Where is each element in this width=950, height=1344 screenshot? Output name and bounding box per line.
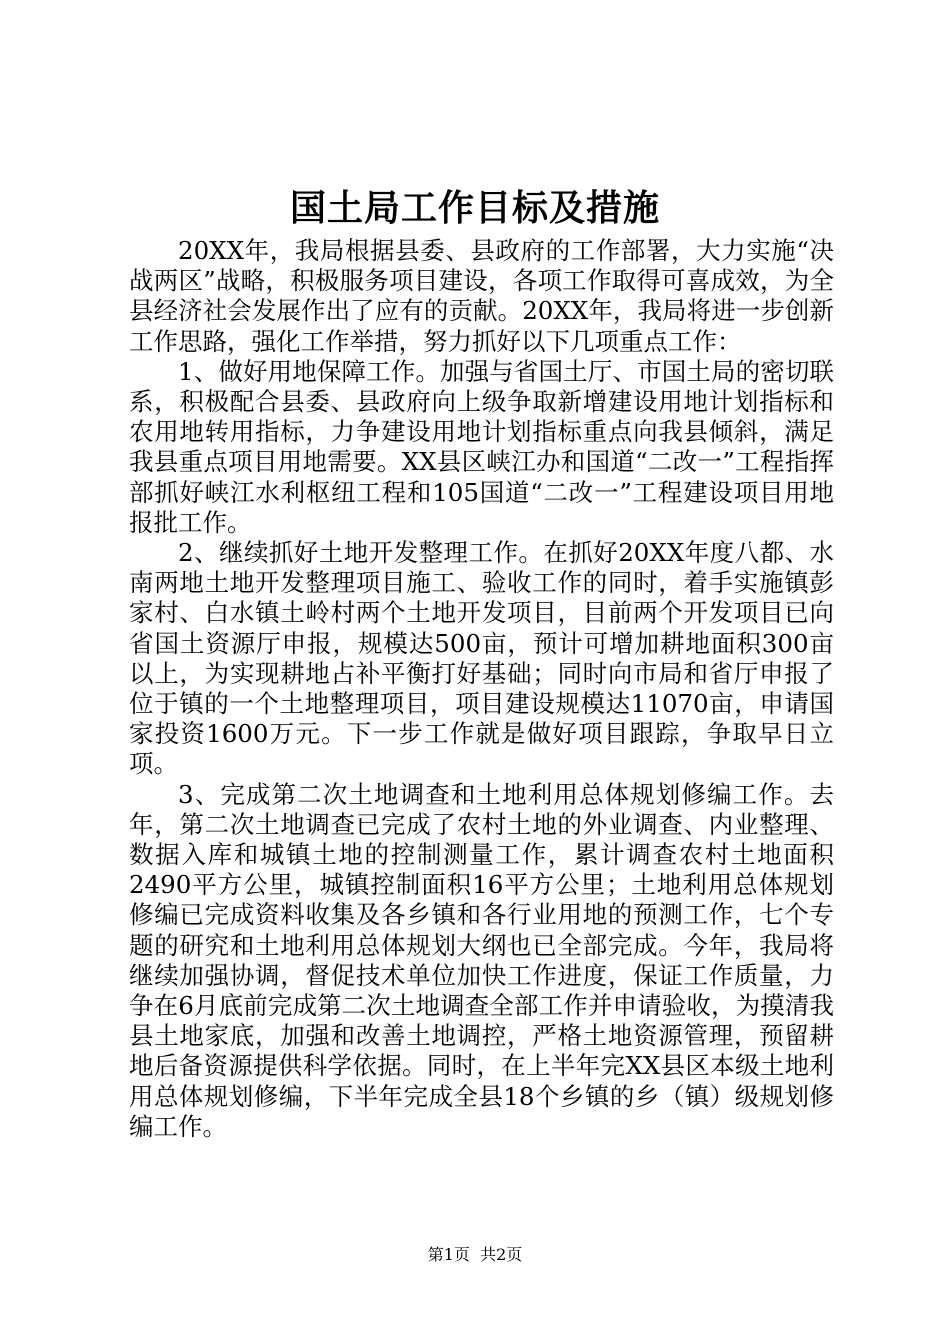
item-1-paragraph: 1、做好用地保障工作。加强与省国土厅、市国土局的密切联系，积极配合县委、县政府向上级争取新增建设用地计划指标和农用地转用指标，力争建设用地计划指标重点向我县倾斜，满足我县重点项目用地需要。XX县区峡江办和国道“二改一”工程指挥部抓好峡江水利枢纽工程和105国道“二改一”工程建设项目用地报批工作。: [129, 356, 834, 537]
page-number: 第1页: [427, 1245, 470, 1264]
document-title: 国土局工作目标及措施: [289, 187, 660, 229]
item-2-paragraph: 2、继续抓好土地开发整理工作。在抓好20XX年度八都、水南两地土地开发整理项目施工、验收工作的同时，着手实施镇彭家村、白水镇土岭村两个土地开发项目，目前两个开发项目已向省国土资源厅申报，规模达500亩，预计可增加耕地面积300亩以上，为实现耕地占补平衡打好基础；同时向市局和省厅申报了位于镇的一个土地整理项目，项目建设规模达11070亩，申请国家投资1600万元。下一步工作就是做好项目跟踪，争取早日立项。: [129, 538, 834, 779]
page-footer: [0, 1244, 950, 1266]
intro-paragraph: 20XX年，我局根据县委、县政府的工作部署，大力实施“决战两区”战略，积极服务项目建设，各项工作取得可喜成效，为全县经济社会发展作出了应有的贡献。20XX年，我局将进一步创新工作思路，强化工作举措，努力抓好以下几项重点工作：: [129, 236, 834, 356]
document-body: [129, 236, 834, 1142]
page-total: 共2页: [480, 1245, 523, 1264]
item-3-paragraph: 3、完成第二次土地调查和土地利用总体规划修编工作。去年，第二次土地调查已完成了农村土地的外业调查、内业整理、数据入库和城镇土地的控制测量工作，累计调查农村土地面积2490平方公里，城镇控制面积16平方公里；土地利用总体规划修编已完成资料收集及各乡镇和各行业用地的预测工作，七个专题的研究和土地利用总体规划大纲也已全部完成。今年，我局将继续加强协调，督促技术单位加快工作进度，保证工作质量，力争在6月底前完成第二次土地调查全部工作并申请验收，为摸清我县土地家底，加强和改善土地调控，严格土地资源管理，预留耕地后备资源提供科学依据。同时，在上半年完XX县区本级土地利用总体规划修编，下半年完成全县18个乡镇的乡（镇）级规划修编工作。: [129, 779, 834, 1141]
